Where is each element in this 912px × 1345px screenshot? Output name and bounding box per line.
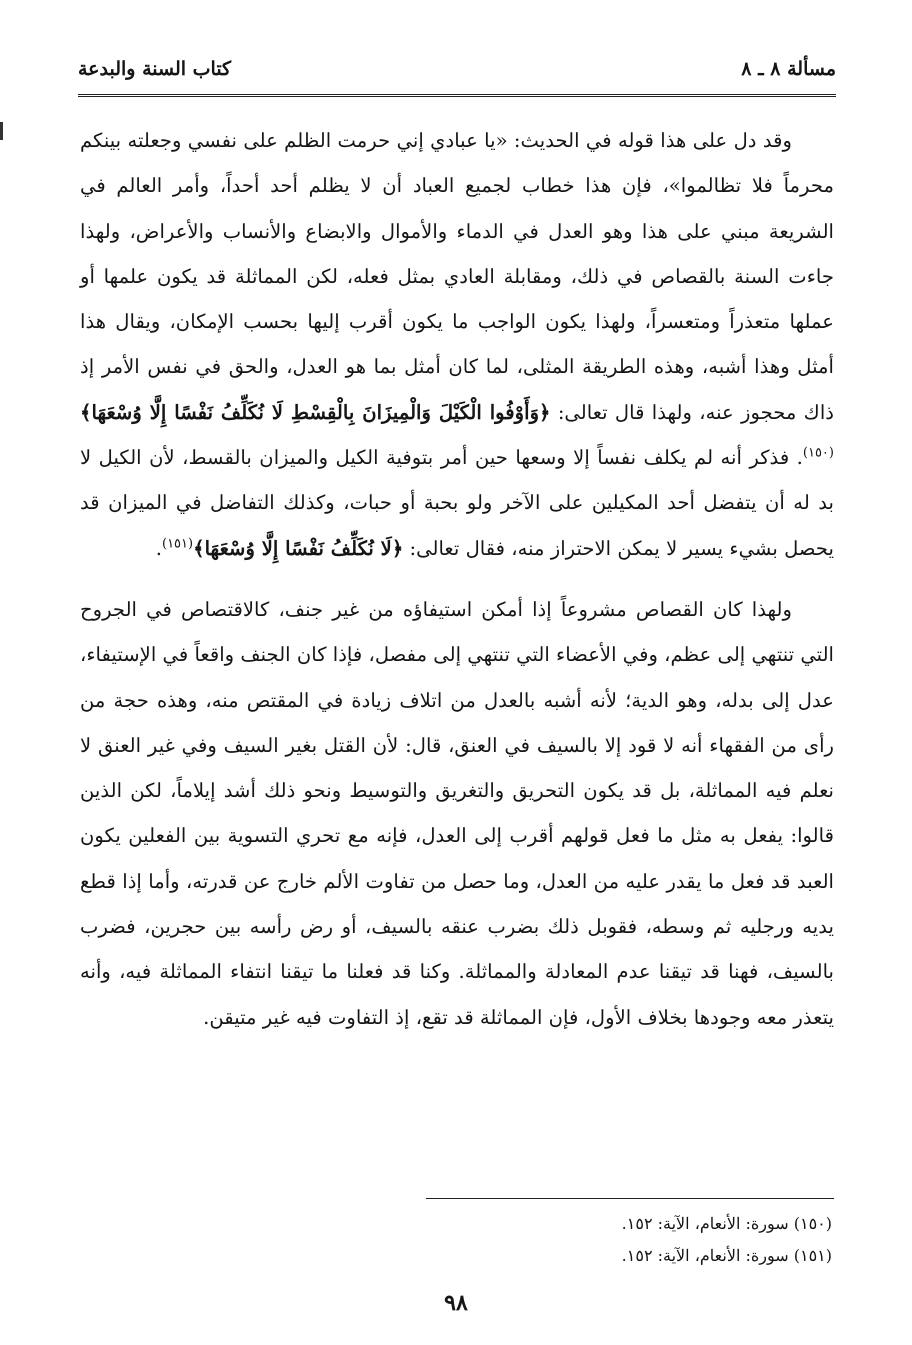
paragraph-2: ولهذا كان القصاص مشروعاً إذا أمكن استيفاؤه من غير جنف، كالاقتصاص في الجروح التي تنتهي إلى عظم، وفي الأعضاء التي تنتهي إلى مفصل، فإذا كان الجنف واقعاً في الإستيفاء، عدل إلى بدله، وهو الدية؛ لأنه أشبه بالعدل من اتلاف زيادة في المقتص منه، وهذه حجة من رأى من الفقهاء أنه لا قود إلا بالسيف في العنق، قال: لأن القتل بغير السيف وفي غير العنق لا نعلم فيه المماثلة، بل قد يكون التحريق والتغريق والتوسيط ونحو ذلك أشد إيلاماً، لكن الذين قالوا: يفعل به مثل ما فعل قولهم أقرب إلى العدل، فإنه مع تحري التسوية بين الفعلين يكون العبد قد فعل ما يقدر عليه من العدل، وما حصل من تفاوت الألم خارج عن قدرته، وأما إذا قطع يديه ورجليه ثم وسطه، فقوبل ذلك بضرب عنقه بالسيف، أو رض رأسه بين حجرين، فضرب بالسيف، فهنا قد تيقنا عدم المعادلة والمماثلة. وكنا قد فعلنا ما تيقنا انتفاء المماثلة فيه، وأنه يتعذر معه وجودها بخلاف الأول، فإن المماثلة قد تقع، إذ التفاوت فيه غير متيقن. — [80, 597, 834, 1029]
paragraph-1 — [80, 118, 834, 571]
quran-quote-1: ﴿وَأَوْفُوا الْكَيْلَ وَالْمِيزَانَ بِالْقِسْطِ لَا نُكَلِّفُ نَفْسًا إِلَّا وُسْعَهَا﴾ — [80, 400, 551, 424]
quran-quote-2: ﴿لَا نُكَلِّفُ نَفْسًا إِلَّا وُسْعَهَا﴾ — [193, 536, 404, 560]
edge-mark — [0, 122, 3, 140]
book-title: كتاب السنة والبدعة — [78, 58, 232, 80]
section-label: مسألة ٨ ـ ٨ — [741, 58, 836, 80]
footnote-ref-150[interactable]: (١٥٠) — [802, 445, 834, 461]
paragraph-1-end: . — [155, 536, 162, 560]
footnote-150: (١٥٠) سورة: الأنعام، الآية: ١٥٢. — [621, 1214, 832, 1233]
footnote-ref-151[interactable]: (١٥١) — [161, 536, 194, 552]
running-header — [78, 52, 836, 97]
paragraph-1-middle: . فذكر أنه لم يكلف نفساً إلا وسعها حين أمر بتوفية الكيل والميزان بالقسط، لأن الكيل لا بد له أن يتفضل أحد المكيلين على الآخر ولو بحبة أو حبات، وكذلك التفاضل في الميزان قد يحصل بشيء يسير لا يمكن الاحتراز منه، فقال تعالى: — [80, 446, 834, 560]
footnote-divider — [426, 1198, 834, 1199]
footnote-151: (١٥١) سورة: الأنعام، الآية: ١٥٢. — [621, 1246, 832, 1265]
page-number: ٩٨ — [444, 1290, 468, 1316]
body-text — [80, 118, 834, 1040]
footnotes — [80, 1208, 832, 1272]
paragraph-1-intro: وقد دل على هذا قوله في الحديث: «يا عبادي إني حرمت الظلم على نفسي وجعلته بينكم محرماً فلا تظالموا»، فإن هذا خطاب لجميع العباد أن لا يظلم أحد أحداً، وأمر العالم في الشريعة مبني على هذا وهو العدل في الدماء والأموال والابضاع والأنساب والأعراض، ولهذا جاءت السنة بالقصاص في ذلك، ومقابلة العادي بمثل فعله، لكن المماثلة قد يكون علمها أو عملها متعذراً ومتعسراً، ولهذا يكون الواجب ما يكون أقرب إليها بحسب الإمكان، ويقال هذا أمثل وهذا أشبه، وهذه الطريقة المثلى، لما كان أمثل بما هو العدل، والحق في نفس الأمر إذ ذاك محجوز عنه، ولهذا قال تعالى: — [80, 129, 834, 424]
